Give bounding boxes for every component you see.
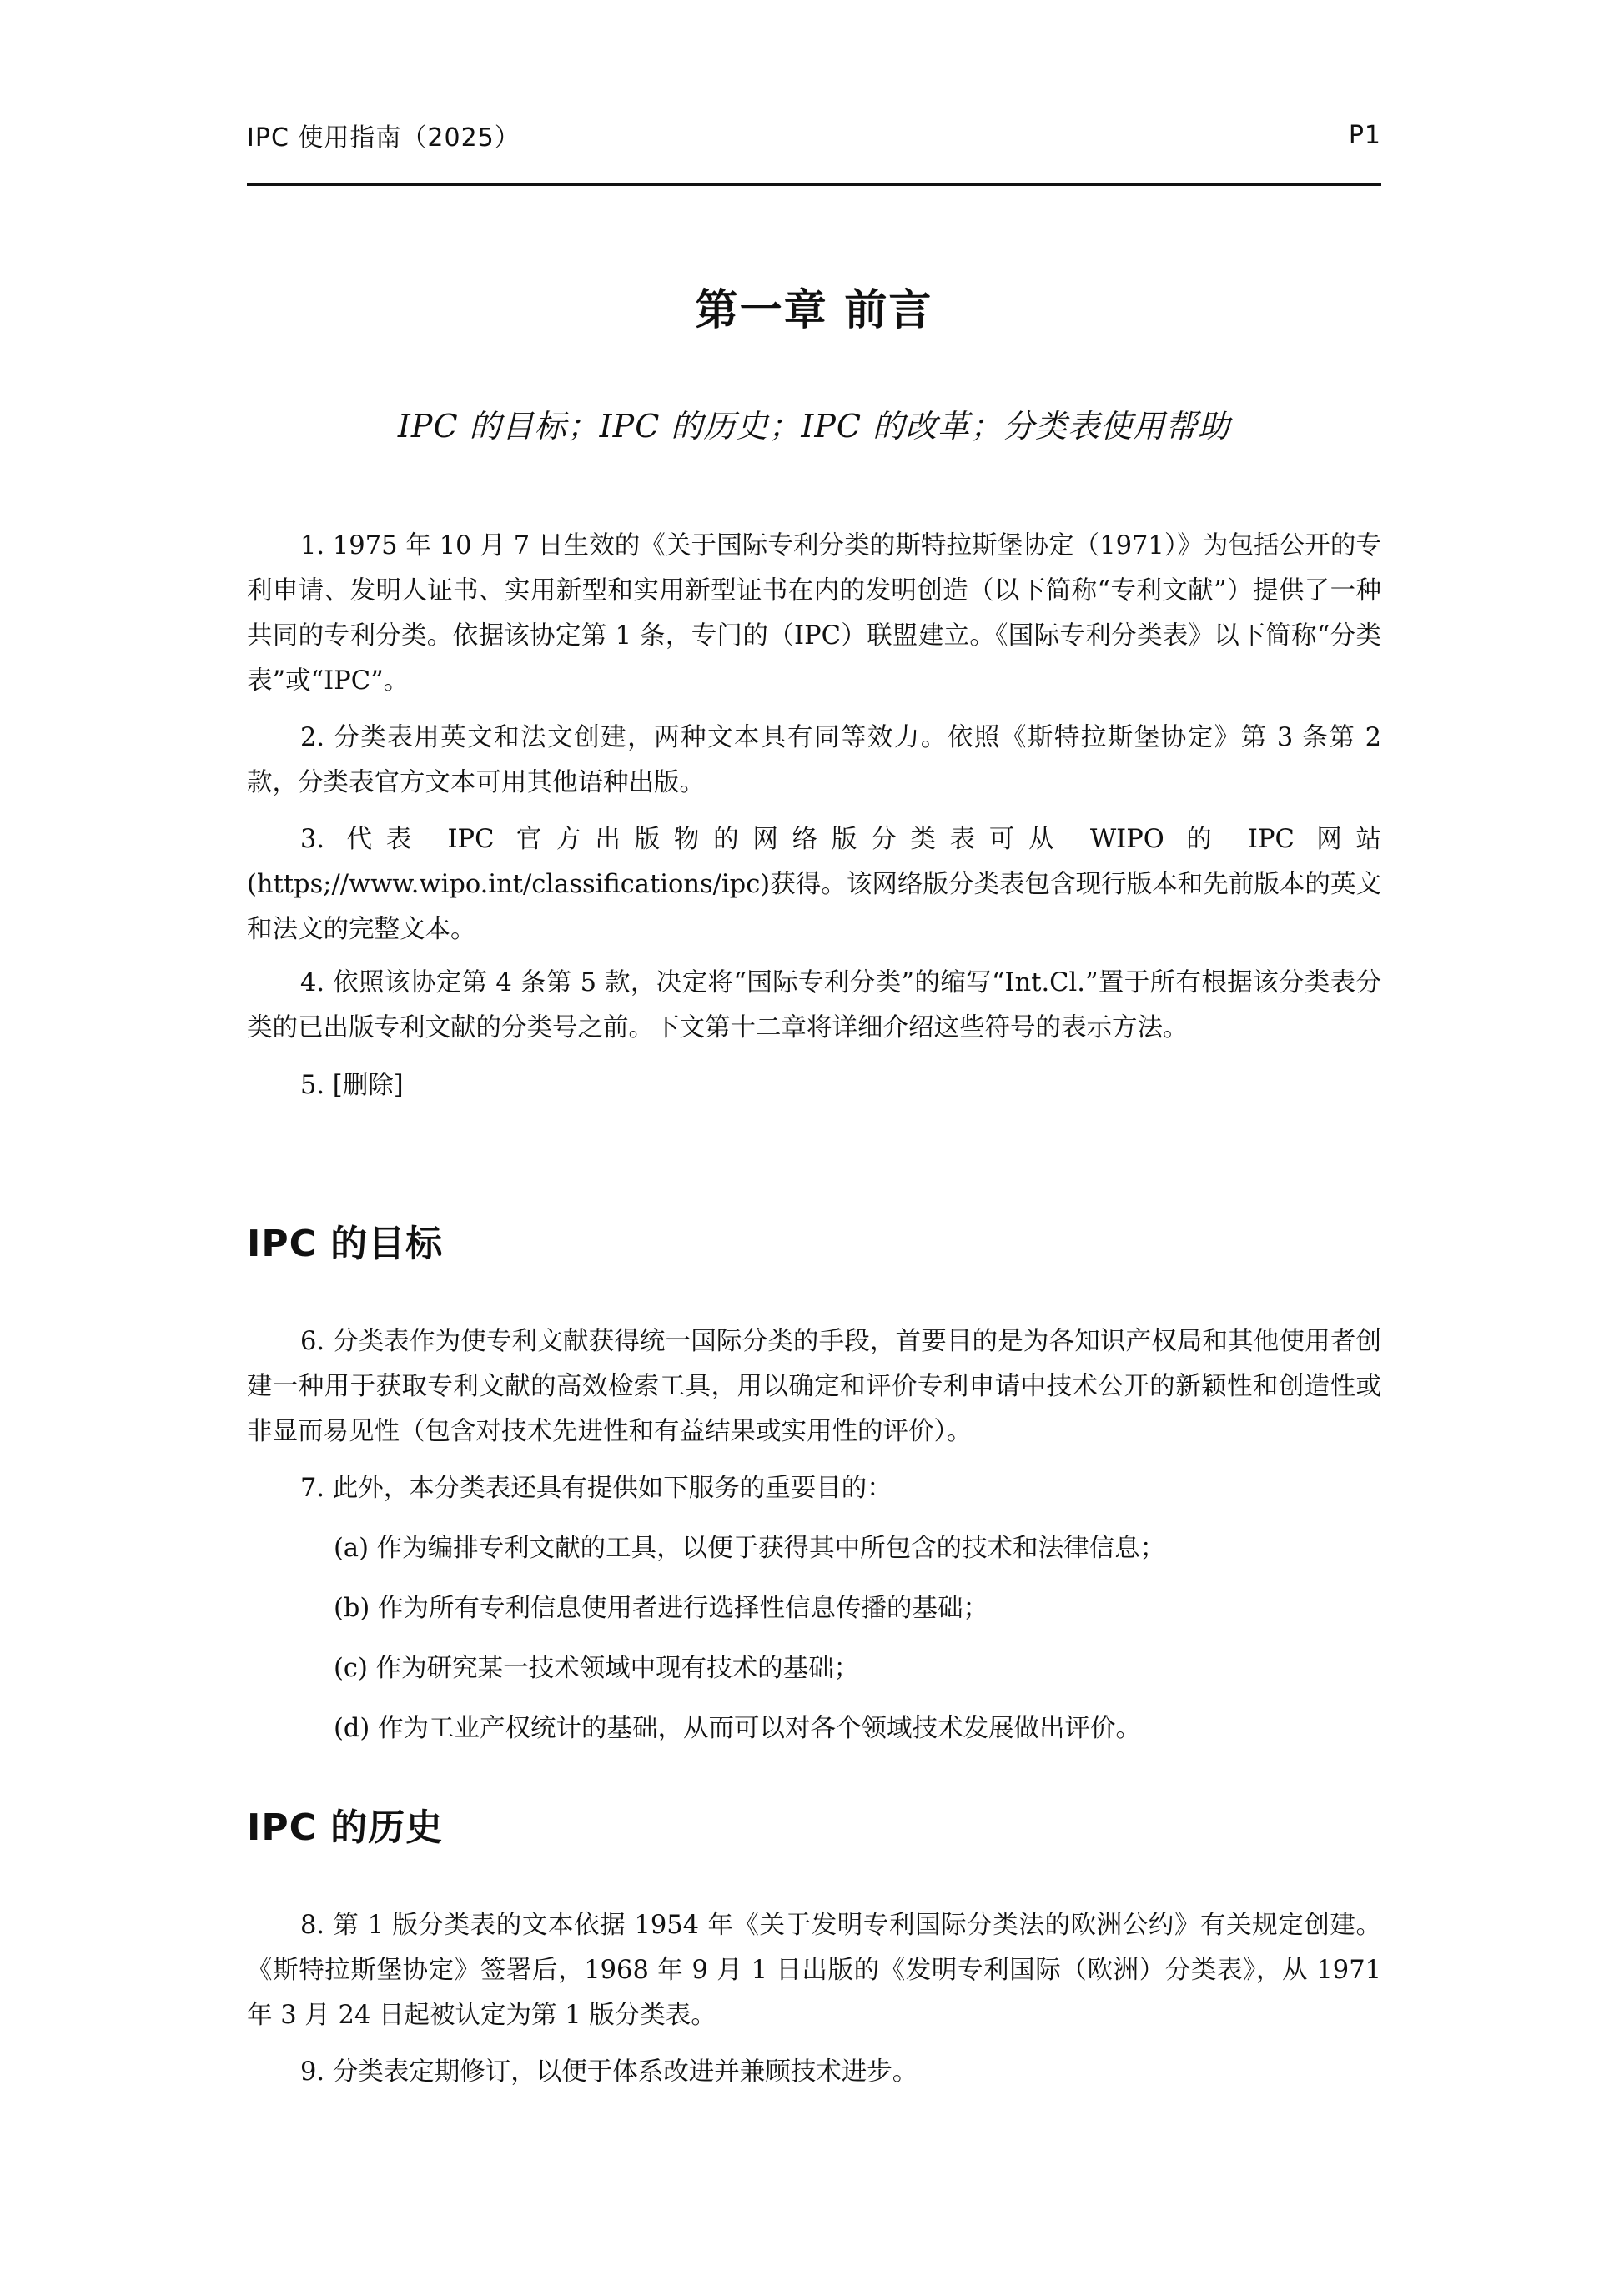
chapter-title: 第一章 前言 — [695, 286, 933, 335]
section-heading-objectives: IPC 的目标 — [247, 1223, 444, 1265]
header-title: IPC 使用指南（2025） — [247, 123, 520, 153]
running-header — [247, 115, 1381, 155]
paragraph-5: 5. [删除] — [300, 1071, 404, 1100]
paragraph-2: 2. 分类表用英文和法文创建，两种文本具有同等效力。依照《斯特拉斯堡协定》第 3 条第 2 款，分类表官方文本可用其他语种出版。 — [247, 723, 1381, 797]
list-item-d: (d) 作为工业产权统计的基础，从而可以对各个领域技术发展做出评价。 — [334, 1714, 1142, 1743]
paragraph-9: 9. 分类表定期修订，以便于体系改进并兼顾技术进步。 — [300, 2057, 918, 2087]
chapter-subtitle: IPC 的目标；IPC 的历史；IPC 的改革；分类表使用帮助 — [397, 408, 1231, 445]
paragraph-3: 3. 代表 IPC 官方出版物的网络版分类表可从 WIPO 的 IPC 网站(https;//www.wipo.int/classifications/ipc)获得。该网络版分类表包含现行版本和先前版本的英文和法文的完整文本。 — [247, 825, 1381, 944]
paragraph-8: 8. 第 1 版分类表的文本依据 1954 年《关于发明专利国际分类法的欧洲公约》有关规定创建。《斯特拉斯堡协定》签署后，1968 年 9 月 1 日出版的《发明专利国际（欧洲）分类表》，从 1971 年 3 月 24 日起被认定为第 1 版分类表。 — [247, 1911, 1381, 2030]
paragraph-7: 7. 此外，本分类表还具有提供如下服务的重要目的： — [300, 1474, 892, 1503]
list-item-c: (c) 作为研究某一技术领域中现有技术的基础； — [334, 1654, 860, 1683]
list-item-a: (a) 作为编排专利文献的工具，以便于获得其中所包含的技术和法律信息； — [334, 1534, 1166, 1563]
paragraph-6: 6. 分类表作为使专利文献获得统一国际分类的手段，首要目的是为各知识产权局和其他使用者创建一种用于获取专利文献的高效检索工具，用以确定和评价专利申请中技术公开的新颖性和创造性或非显而易见性（包含对技术先进性和有益结果或实用性的评价）。 — [247, 1327, 1381, 1446]
header-divider — [247, 183, 1381, 186]
paragraph-4: 4. 依照该协定第 4 条第 5 款，决定将“国际专利分类”的缩写“Int.Cl.”置于所有根据该分类表分类的已出版专利文献的分类号之前。下文第十二章将详细介绍这些符号的表示方法。 — [247, 968, 1381, 1042]
list-item-b: (b) 作为所有专利信息使用者进行选择性信息传播的基础； — [334, 1594, 989, 1623]
paragraph-1: 1. 1975 年 10 月 7 日生效的《关于国际专利分类的斯特拉斯堡协定（1971）》为包括公开的专利申请、发明人证书、实用新型和实用新型证书在内的发明创造（以下简称“专利文献”）提供了一种共同的专利分类。依据该协定第 1 条，专门的（IPC）联盟建立。《国际专利分类表》以下简称“分类表”或“IPC”。 — [247, 531, 1381, 696]
page-number: P1 — [1348, 120, 1381, 150]
section-heading-history: IPC 的历史 — [247, 1806, 444, 1849]
